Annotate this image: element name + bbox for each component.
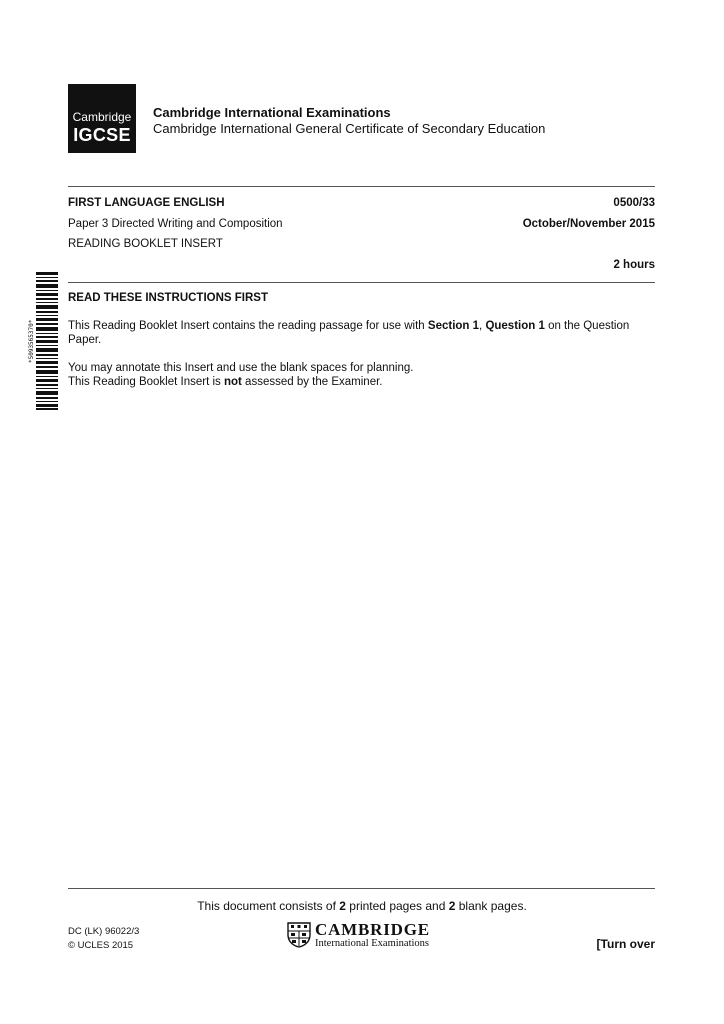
subject-title: FIRST LANGUAGE ENGLISH bbox=[68, 197, 225, 209]
page-count-text: blank pages. bbox=[455, 899, 527, 913]
instructions-divider bbox=[68, 282, 655, 283]
paper-title: Paper 3 Directed Writing and Composition bbox=[68, 218, 283, 230]
organisation-subtitle: Cambridge International General Certificate of Secondary Education bbox=[153, 121, 546, 136]
igcse-logo bbox=[68, 84, 136, 153]
instructions-heading: READ THESE INSTRUCTIONS FIRST bbox=[68, 292, 268, 304]
section-reference: Section 1 bbox=[427, 320, 480, 332]
booklet-title: READING BOOKLET INSERT bbox=[68, 238, 223, 250]
paper-code: 0500/33 bbox=[613, 197, 655, 209]
instruction-text: assessed by the Examiner. bbox=[241, 376, 383, 388]
cambridge-subtitle: International Examinations bbox=[315, 938, 430, 949]
instruction-paragraph-2: You may annotate this Insert and use the blank spaces for planning. bbox=[68, 362, 414, 374]
page-count-text: printed pages and bbox=[345, 899, 449, 913]
instruction-text: , bbox=[479, 320, 486, 332]
logo-text-top: Cambridge bbox=[72, 110, 132, 124]
cambridge-crest-icon bbox=[287, 922, 311, 948]
organisation-name: Cambridge International Examinations bbox=[153, 105, 391, 120]
barcode-digits: *5093565370* bbox=[28, 319, 35, 363]
page-count-note bbox=[0, 899, 724, 913]
question-reference: Question 1 bbox=[485, 320, 545, 332]
candidate-barcode bbox=[28, 272, 58, 410]
emphasis-not: not bbox=[223, 376, 242, 388]
document-reference: DC (LK) 96022/3 bbox=[68, 926, 140, 937]
footer-divider bbox=[68, 888, 655, 889]
instruction-text: on the Question Paper. bbox=[68, 320, 630, 346]
logo-text-bottom: IGCSE bbox=[73, 125, 131, 145]
instruction-text: This Reading Booklet Insert is bbox=[68, 376, 224, 388]
page-count-text: This document consists of bbox=[197, 899, 340, 913]
instruction-paragraph-3 bbox=[68, 375, 658, 389]
blank-pages-count: 2 bbox=[448, 899, 456, 913]
turn-over-note: [Turn over bbox=[596, 937, 655, 951]
exam-session: October/November 2015 bbox=[522, 218, 655, 230]
copyright-notice: © UCLES 2015 bbox=[68, 940, 134, 951]
instruction-paragraph-1 bbox=[68, 319, 658, 347]
printed-pages-count: 2 bbox=[339, 899, 346, 913]
top-divider bbox=[68, 186, 655, 187]
instruction-text: This Reading Booklet Insert contains the reading passage for use with bbox=[68, 320, 428, 332]
cambridge-wordmark: CAMBRIDGE bbox=[315, 920, 430, 939]
exam-duration: 2 hours bbox=[613, 259, 655, 271]
